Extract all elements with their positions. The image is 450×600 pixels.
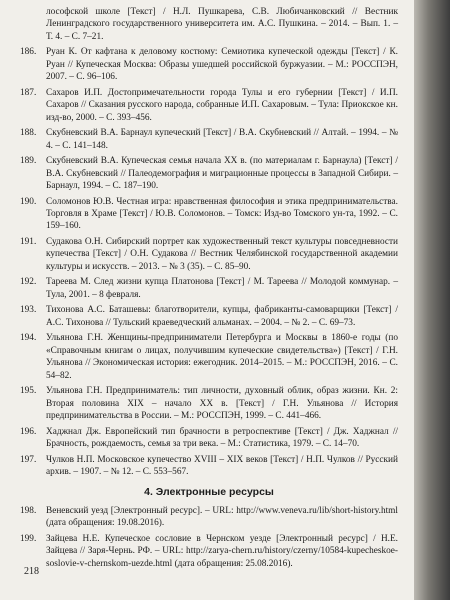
book-spine-shadow [414, 0, 450, 600]
bibliography-entry [20, 236, 398, 273]
bibliography-entry [20, 304, 398, 329]
entry-text: Веневский уезд [Электронный ресурс]. – URL: http://www.veneva.ru/lib/short-history.html (дата обращения: 19.08.2016). [46, 505, 398, 529]
entry-number: 187. [20, 87, 37, 98]
entry-text: Ульянова Г.Н. Женщины-предприниматели Петербурга и Москвы в 1860-е годы (по «Справочным книгам о лицах, получившим купеческие свидетельства») [Текст] / Г.Н. Ульянова // Экономическая история: ежегодник. 2014–2015. – М.: РОССПЭН, 2016. – С. 54–82. [46, 333, 398, 381]
bibliography-entry [20, 505, 398, 530]
bibliography-entry [20, 87, 398, 124]
entry-number: 196. [20, 426, 37, 437]
bibliography-entry [20, 426, 398, 451]
page-number: 218 [24, 566, 39, 577]
entry-text: Зайцева Н.Е. Купеческое сословие в Чернском уезде [Электронный ресурс] / Н.Е. Зайцева // Заря-Чернь. РФ. – URL: http://zarya-chern.ru/history/czerny/10584-kupecheskoe-soslovie-v-chernskom-uezde.html (дата обращения: 25.08.2016). [46, 533, 398, 569]
entry-text: Руан К. От кафтана к деловому костюму: Семиотика купеческой одежды [Текст] / К. Руан // Купеческая Москва: Образы ушедшей российской буржуазии. – М.: РОССПЭН, 2007. – С. 96–106. [46, 47, 398, 83]
entry-number: 197. [20, 454, 37, 465]
entry-text: Тихонова А.С. Баташевы: благотворители, купцы, фабриканты-самоварщики [Текст] / А.С. Тихонова // Тульский краеведческий альманах. – 2004. – № 2. – С. 69–73. [46, 305, 398, 328]
entry-number: 189. [20, 156, 37, 167]
bibliography-entry [20, 454, 398, 479]
entry-number: 186. [20, 47, 37, 58]
entry-number: 198. [20, 505, 37, 516]
entry-text: Скубневский В.А. Барнаул купеческий [Текст] / В.А. Скубневский // Алтай. – 1994. – № 4. – С. 141–148. [46, 128, 398, 151]
entry-number: 192. [20, 277, 37, 288]
bibliography-entry [20, 46, 398, 83]
section-heading: 4. Электронные ресурсы [144, 486, 274, 499]
bibliography-entry [20, 332, 398, 382]
entry-number: 199. [20, 533, 37, 544]
bibliography-list [20, 46, 398, 478]
entry-number: 188. [20, 128, 37, 139]
entry-text: Чулков Н.П. Московское купечество XVIII – XIX веков [Текст] / Н.П. Чулков // Русский архив. – 1907. – № 12. – С. 553–567. [46, 454, 398, 478]
entry-number: 190. [20, 196, 37, 207]
entry-number: 195. [20, 386, 37, 397]
entry-text: Хаджнал Дж. Европейский тип брачности в ретроспективе [Текст] / Дж. Хаджнал // Брачность, рождаемость, семья за три века. – М.: Статистика, 1979. – С. 14–70. [46, 426, 398, 450]
entry-number: 191. [20, 237, 37, 248]
bibliography-entry [20, 196, 398, 233]
entry-number: 193. [20, 305, 37, 316]
entry-continuation: лософской школе [Текст] / Н.Л. Пушкарева, С.В. Любичанковский // Вестник Ленинградского государственного университета им. А.С. Пушкина. – 2014. – Вып. 1. – Т. 4. – С. 7–21. [46, 7, 398, 42]
entry-text: Сахаров И.П. Достопримечательности города Тулы и его губернии [Текст] / И.П. Сахаров // Сказания русского народа, собранные И.П. Сахаровым. – Тула: Приокское кн. изд-во, 2000. – С. 393–456. [46, 87, 398, 123]
bibliography-entry [20, 276, 398, 301]
entry-text: Ульянова Г.Н. Предприниматель: тип личности, духовный облик, образ жизни. Кн. 2: Вторая половина XIX – начало XX в. [Текст] / Г.Н. Ульянова // История предпринимательства в России. – М.: РОССПЭН, 1999. – С. 441–466. [46, 386, 398, 422]
entry-text: Соломонов Ю.В. Честная игра: нравственная философия и этика предпринимательства. Торговля в Храме [Текст] / Ю.В. Соломонов. – Томск: Изд-во Томского ун-та, 1992. – С. 159–160. [46, 196, 398, 232]
bibliography-entry [20, 385, 398, 422]
entry-text: Тареева М. След жизни купца Платонова [Текст] / М. Тареева // Молодой коммунар. – Тула, 2001. – 8 февраля. [46, 277, 398, 300]
entry-text: Скубневский В.А. Купеческая семья начала XX в. (по материалам г. Барнаула) [Текст] / В.А. Скубневский // Палеодемография и миграционные процессы в Западной Сибири. – Барнаул, 1994. – С. 187–190. [46, 156, 398, 192]
bibliography-entry [20, 155, 398, 192]
entry-text: Судакова О.Н. Сибирский портрет как художественный текст культуры повседневности купечества [Текст] / О.Н. Судакова // Вестник Челябинской государственной академии культуры и искусств. – 2013. – № 3 (35). – С. 85–90. [46, 237, 398, 272]
bibliography-entry [20, 533, 398, 570]
bibliography-entry [20, 127, 398, 152]
electronic-resources-list [20, 505, 398, 570]
entry-number: 194. [20, 333, 37, 344]
bibliography [20, 6, 398, 573]
